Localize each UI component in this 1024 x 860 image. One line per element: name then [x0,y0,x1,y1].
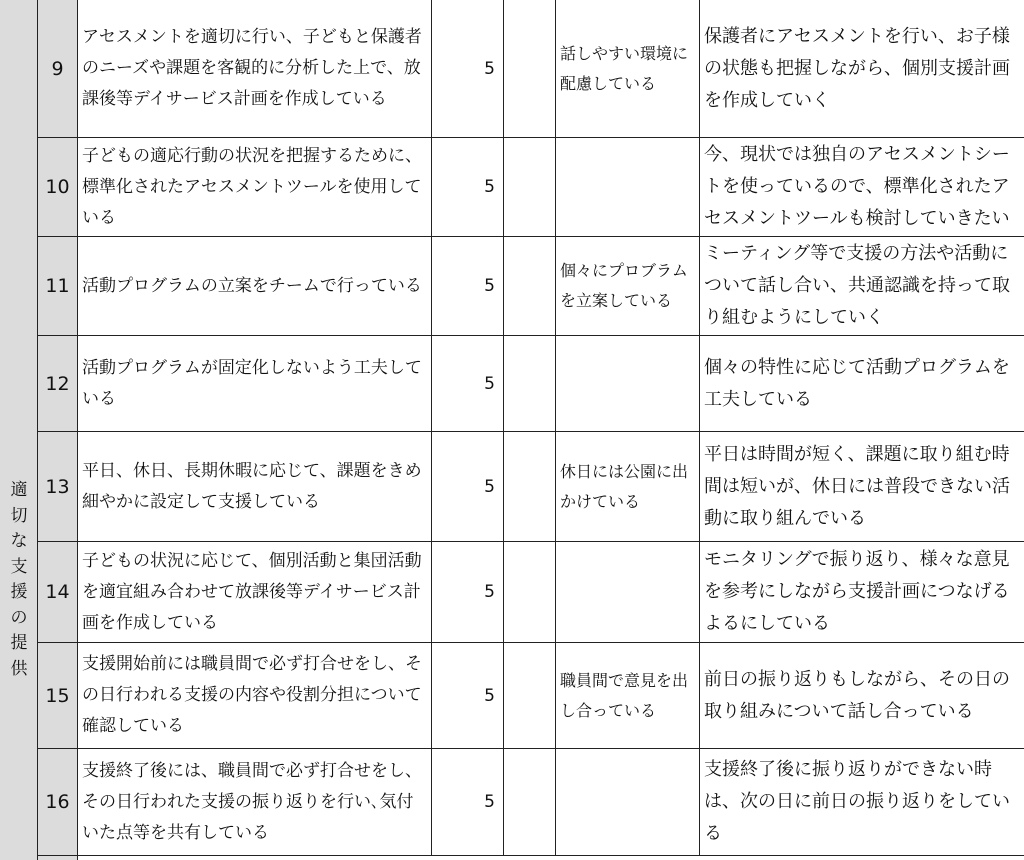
row-number: 15 [38,643,78,748]
empty-cell [504,749,556,855]
table-row [38,336,1024,432]
score-value: 5 [432,237,504,335]
status-text: 職員間で意見を出し合っている [556,643,700,748]
row-number: 14 [38,542,78,642]
item-text: 子どもの状況に応じて、個別活動と集団活動を適宜組み合わせて放課後等デイサービス計画を作成している [78,542,432,642]
empty-cell [504,138,556,236]
plan-text: 支援終了後に振り返りができない時は、次の日に前日の振り返りをしている [704,759,1010,844]
table-row [38,542,1024,643]
table-row [38,432,1024,542]
plan-text: 今、現状では独自のアセスメントシートを使っているので、標準化されたアセスメントツールも検討していきたい [704,144,1010,229]
score-value: 5 [432,643,504,748]
status-text [556,138,700,236]
plan-text: 平日は時間が短く、課題に取り組む時間は短いが、休日には普段できない活動に取り組んでいる [704,443,1010,529]
table-row [38,749,1024,856]
plan-text: 保護者にアセスメントを行い、お子様の状態も把握しながら、個別支援計画を作成していく [704,25,1010,111]
category-char: 提 [10,633,28,653]
item-text: 子どもの適応行動の状況を把握するために、標準化されたアセスメントツールを使用している [78,138,432,236]
row-number: 12 [38,336,78,431]
row-number: 11 [38,237,78,335]
empty-cell [504,643,556,748]
item-text: 平日、休日、長期休暇に応じて、課題をきめ細やかに設定して支援している [78,432,432,541]
empty-cell [504,336,556,431]
status-text [556,749,700,855]
score-value: 5 [432,749,504,855]
status-text [556,336,700,431]
item-text: 活動プログラムが固定化しないよう工夫している [78,336,432,431]
item-text: 支援終了後には、職員間で必ず打合せをし、その日行われた支援の振り返りを行い､気付いた点等を共有している [78,749,432,855]
row-number: 13 [38,432,78,541]
plan-text: 個々の特性に応じて活動プログラムを工夫している [704,356,1010,410]
plan-text: 前日の振り返りもしながら、その日の取り組みについて話し合っている [704,668,1010,722]
category-char: 援 [10,582,28,602]
table-row [38,643,1024,749]
category-char: の [10,607,28,628]
item-text: 活動プログラムの立案をチームで行っている [78,237,432,335]
next-row-number-edge [38,856,78,860]
category-char: 切 [10,505,28,526]
empty-cell [504,0,556,137]
score-value: 5 [432,432,504,541]
plan-text: ミーティング等で支援の方法や活動について話し合い、共通認識を持って取り組むようにしていく [704,243,1010,328]
category-char: 供 [10,658,28,679]
empty-cell [504,432,556,541]
empty-cell [504,237,556,335]
item-text: アセスメントを適切に行い、子どもと保護者のニーズや課題を客観的に分析した上で、放課後等デイサービス計画を作成している [78,0,432,137]
table-row [38,0,1024,138]
row-number: 9 [38,0,78,137]
category-char: 適 [10,480,28,500]
status-text [556,542,700,642]
row-number: 16 [38,749,78,855]
status-text: 話しやすい環境に配慮している [556,0,700,137]
category-column [0,0,38,860]
item-text: 支援開始前には職員間で必ず打合せをし、その日行われる支援の内容や役割分担について確認している [78,643,432,748]
table-row [38,237,1024,336]
next-row-edge [38,856,1024,860]
empty-cell [504,542,556,642]
category-char: な [10,531,28,551]
score-value: 5 [432,0,504,137]
table-row [38,138,1024,237]
category-label [0,478,38,682]
score-value: 5 [432,336,504,431]
score-value: 5 [432,542,504,642]
status-text: 個々にプロブラムを立案している [556,237,700,335]
plan-text: モニタリングで振り返り、様々な意見を参考にしながら支援計画につなげるよるにしている [704,549,1010,634]
row-number: 10 [38,138,78,236]
status-text: 休日には公園に出かけている [556,432,700,541]
score-value: 5 [432,138,504,236]
category-char: 支 [10,556,28,577]
